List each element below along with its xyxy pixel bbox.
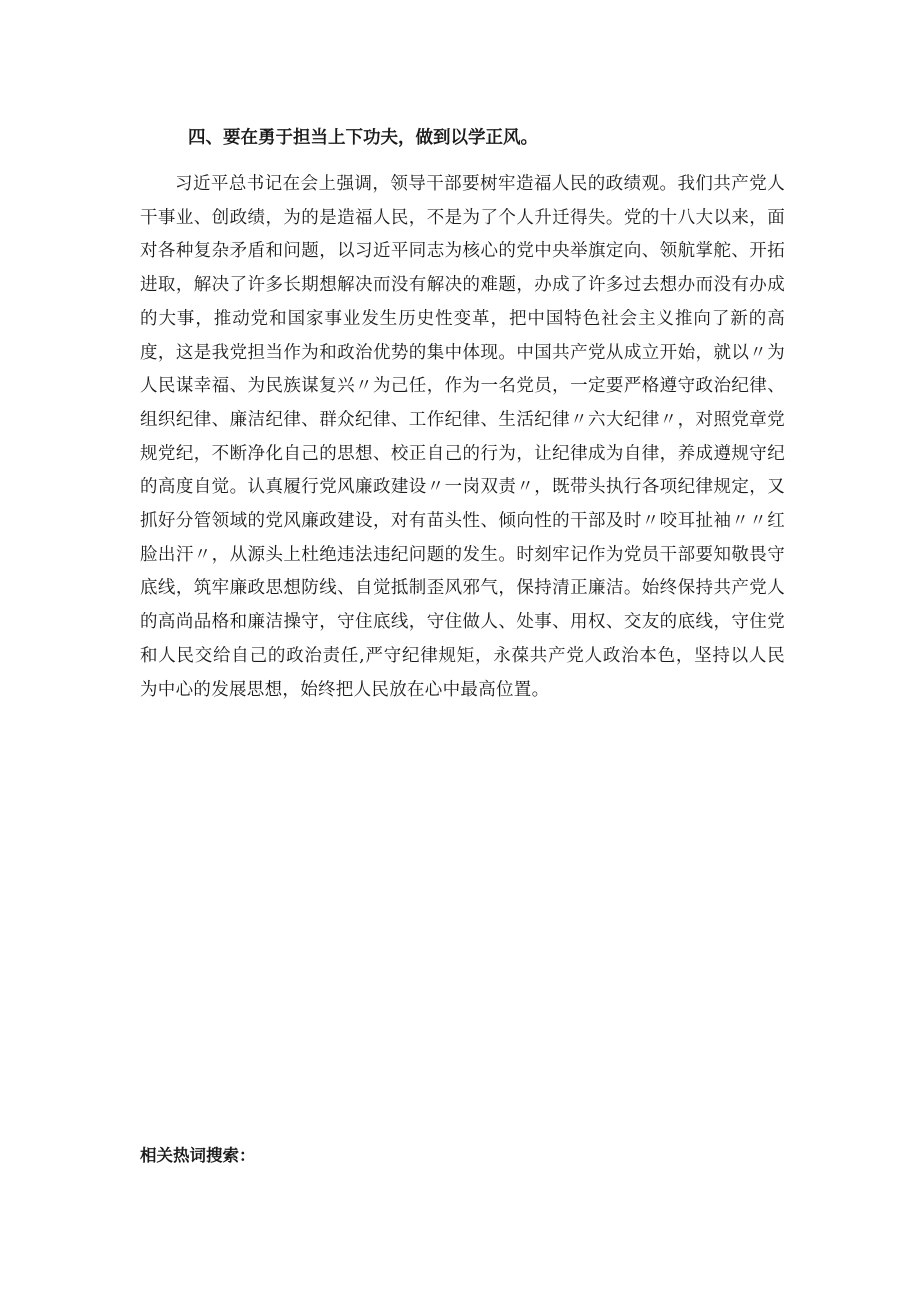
body-paragraph: 习近平总书记在会上强调，领导干部要树牢造福人民的政绩观。我们共产党人干事业、创政绩，为的是造福人民，不是为了个人升迁得失。党的十八大以来，面对各种复杂矛盾和问题，以习近平同志为核心的党中央举旗定向、领航掌舵、开拓进取，解决了许多长期想解决而没有解决的难题，办成了许多过去想办而没有办成的大事，推动党和国家事业发生历史性变革，把中国特色社会主义推向了新的高度，这是我党担当作为和政治优势的集中体现。中国共产党从成立开始，就以〃为人民谋幸福、为民族谋复兴〃为己任，作为一名党员，一定要严格遵守政治纪律、组织纪律、廉洁纪律、群众纪律、工作纪律、生活纪律〃六大纪律〃，对照党章党规党纪，不断净化自己的思想、校正自己的行为，让纪律成为自律，养成遵规守纪的高度自觉。认真履行党风廉政建设〃一岗双责〃，既带头执行各项纪律规定，又抓好分管领域的党风廉政建设，对有苗头性、倾向性的干部及时〃咬耳扯袖〃〃红脸出汗〃，从源头上杜绝违法违纪问题的发生。时刻牢记作为党员干部要知敬畏守底线，筑牢廉政思想防线、自觉抵制歪风邪气，保持清正廉洁。始终保持共产党人的高尚品格和廉洁操守，守住底线，守住做人、处事、用权、交友的底线，守住党和人民交给自己的政治责任,严守纪律规矩，永葆共产党人政治本色，坚持以人民为中心的发展思想，始终把人民放在心中最高位置。: [140, 174, 785, 700]
related-keywords-label: 相关热词搜索：: [140, 1146, 256, 1165]
section-heading: 四、要在勇于担当上下功夫，做到以学正风。: [188, 128, 538, 148]
